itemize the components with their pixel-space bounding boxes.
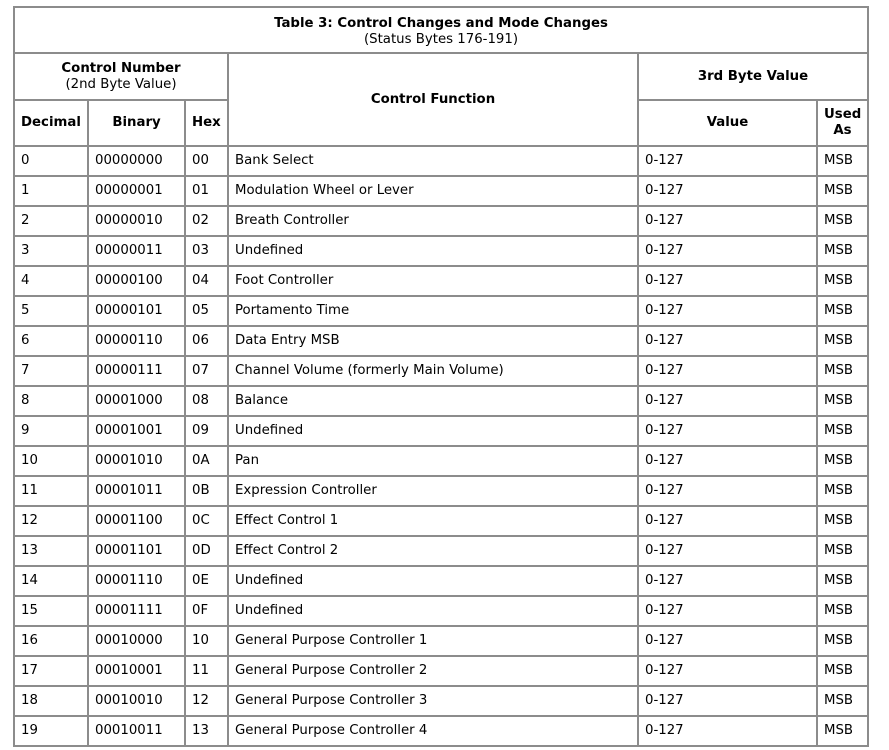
table-row	[14, 146, 868, 176]
value-cell: 0-127	[638, 716, 817, 746]
value-cell: 0-127	[638, 566, 817, 596]
decimal-cell: 2	[14, 206, 88, 236]
table-row	[14, 176, 868, 206]
value-cell: 0-127	[638, 356, 817, 386]
used-as-cell: MSB	[817, 476, 868, 506]
function-cell: General Purpose Controller 1	[228, 626, 638, 656]
table-row	[14, 566, 868, 596]
decimal-cell: 15	[14, 596, 88, 626]
function-cell: Effect Control 2	[228, 536, 638, 566]
hex-cell: 05	[185, 296, 228, 326]
control-number-header	[14, 53, 228, 100]
table-row	[14, 206, 868, 236]
decimal-cell: 9	[14, 416, 88, 446]
hex-cell: 04	[185, 266, 228, 296]
table-row	[14, 476, 868, 506]
used-as-cell: MSB	[817, 386, 868, 416]
used-as-cell: MSB	[817, 206, 868, 236]
decimal-cell: 12	[14, 506, 88, 536]
table-row	[14, 266, 868, 296]
used-as-cell: MSB	[817, 626, 868, 656]
value-column-header: Value	[638, 100, 817, 146]
value-cell: 0-127	[638, 656, 817, 686]
binary-cell: 00000001	[88, 176, 185, 206]
hex-cell: 08	[185, 386, 228, 416]
hex-cell: 0E	[185, 566, 228, 596]
used-as-cell: MSB	[817, 446, 868, 476]
table-row	[14, 596, 868, 626]
decimal-cell: 19	[14, 716, 88, 746]
binary-cell: 00000100	[88, 266, 185, 296]
value-cell: 0-127	[638, 506, 817, 536]
binary-cell: 00010000	[88, 626, 185, 656]
function-cell: Undefined	[228, 596, 638, 626]
decimal-cell: 11	[14, 476, 88, 506]
function-cell: Pan	[228, 446, 638, 476]
used-as-cell: MSB	[817, 596, 868, 626]
hex-cell: 06	[185, 326, 228, 356]
binary-cell: 00000010	[88, 206, 185, 236]
decimal-cell: 13	[14, 536, 88, 566]
binary-cell: 00001001	[88, 416, 185, 446]
hex-cell: 12	[185, 686, 228, 716]
decimal-cell: 5	[14, 296, 88, 326]
function-cell: General Purpose Controller 2	[228, 656, 638, 686]
binary-cell: 00001011	[88, 476, 185, 506]
used-as-cell: MSB	[817, 536, 868, 566]
table-row	[14, 716, 868, 746]
value-cell: 0-127	[638, 476, 817, 506]
binary-cell: 00000111	[88, 356, 185, 386]
used-as-cell: MSB	[817, 416, 868, 446]
function-cell: Undefined	[228, 416, 638, 446]
binary-cell: 00000110	[88, 326, 185, 356]
function-cell: Data Entry MSB	[228, 326, 638, 356]
value-cell: 0-127	[638, 176, 817, 206]
hex-cell: 0A	[185, 446, 228, 476]
used-as-cell: MSB	[817, 266, 868, 296]
table-row	[14, 446, 868, 476]
decimal-cell: 17	[14, 656, 88, 686]
binary-cell: 00010011	[88, 716, 185, 746]
value-cell: 0-127	[638, 596, 817, 626]
function-cell: Portamento Time	[228, 296, 638, 326]
function-cell: General Purpose Controller 4	[228, 716, 638, 746]
table-body	[14, 146, 868, 746]
hex-cell: 13	[185, 716, 228, 746]
hex-cell: 09	[185, 416, 228, 446]
control-changes-table	[13, 6, 869, 747]
function-cell: Breath Controller	[228, 206, 638, 236]
control-function-header: Control Function	[228, 53, 638, 146]
table-row	[14, 236, 868, 266]
binary-cell: 00001111	[88, 596, 185, 626]
used-as-cell: MSB	[817, 716, 868, 746]
binary-cell: 00001100	[88, 506, 185, 536]
function-cell: General Purpose Controller 3	[228, 686, 638, 716]
control-number-sublabel: (2nd Byte Value)	[65, 76, 177, 92]
table-row	[14, 656, 868, 686]
binary-column-header: Binary	[88, 100, 185, 146]
used-as-cell: MSB	[817, 236, 868, 266]
decimal-cell: 1	[14, 176, 88, 206]
decimal-cell: 3	[14, 236, 88, 266]
value-cell: 0-127	[638, 686, 817, 716]
hex-cell: 11	[185, 656, 228, 686]
decimal-column-header: Decimal	[14, 100, 88, 146]
table-title: Table 3: Control Changes and Mode Changes	[274, 15, 608, 31]
function-cell: Channel Volume (formerly Main Volume)	[228, 356, 638, 386]
used-as-column-header: Used As	[817, 100, 868, 146]
hex-cell: 07	[185, 356, 228, 386]
value-cell: 0-127	[638, 416, 817, 446]
decimal-cell: 7	[14, 356, 88, 386]
binary-cell: 00001000	[88, 386, 185, 416]
used-as-cell: MSB	[817, 686, 868, 716]
function-cell: Bank Select	[228, 146, 638, 176]
table-row	[14, 386, 868, 416]
value-cell: 0-127	[638, 536, 817, 566]
table-row	[14, 506, 868, 536]
binary-cell: 00000101	[88, 296, 185, 326]
value-cell: 0-127	[638, 626, 817, 656]
hex-cell: 0F	[185, 596, 228, 626]
decimal-cell: 0	[14, 146, 88, 176]
function-cell: Effect Control 1	[228, 506, 638, 536]
table-row	[14, 296, 868, 326]
value-cell: 0-127	[638, 146, 817, 176]
binary-cell: 00000011	[88, 236, 185, 266]
table-subtitle: (Status Bytes 176-191)	[363, 31, 519, 47]
value-cell: 0-127	[638, 326, 817, 356]
value-cell: 0-127	[638, 236, 817, 266]
function-cell: Balance	[228, 386, 638, 416]
hex-cell: 0D	[185, 536, 228, 566]
function-cell: Undefined	[228, 236, 638, 266]
table-row	[14, 686, 868, 716]
hex-cell: 0B	[185, 476, 228, 506]
function-cell: Foot Controller	[228, 266, 638, 296]
used-as-cell: MSB	[817, 656, 868, 686]
decimal-cell: 6	[14, 326, 88, 356]
hex-cell: 03	[185, 236, 228, 266]
function-cell: Undefined	[228, 566, 638, 596]
used-as-cell: MSB	[817, 356, 868, 386]
table-caption	[14, 7, 868, 53]
hex-cell: 00	[185, 146, 228, 176]
hex-cell: 0C	[185, 506, 228, 536]
value-cell: 0-127	[638, 446, 817, 476]
decimal-cell: 16	[14, 626, 88, 656]
used-as-cell: MSB	[817, 326, 868, 356]
used-as-cell: MSB	[817, 176, 868, 206]
hex-cell: 10	[185, 626, 228, 656]
hex-cell: 01	[185, 176, 228, 206]
decimal-cell: 14	[14, 566, 88, 596]
value-cell: 0-127	[638, 386, 817, 416]
binary-cell: 00010001	[88, 656, 185, 686]
table-row	[14, 326, 868, 356]
value-cell: 0-127	[638, 206, 817, 236]
third-byte-header: 3rd Byte Value	[638, 53, 868, 100]
table-row	[14, 356, 868, 386]
binary-cell: 00010010	[88, 686, 185, 716]
used-as-cell: MSB	[817, 146, 868, 176]
value-cell: 0-127	[638, 296, 817, 326]
binary-cell: 00000000	[88, 146, 185, 176]
table-row	[14, 626, 868, 656]
used-as-cell: MSB	[817, 566, 868, 596]
binary-cell: 00001010	[88, 446, 185, 476]
function-cell: Expression Controller	[228, 476, 638, 506]
binary-cell: 00001101	[88, 536, 185, 566]
decimal-cell: 4	[14, 266, 88, 296]
used-as-cell: MSB	[817, 296, 868, 326]
hex-column-header: Hex	[185, 100, 228, 146]
decimal-cell: 18	[14, 686, 88, 716]
hex-cell: 02	[185, 206, 228, 236]
table-row	[14, 416, 868, 446]
table-row	[14, 536, 868, 566]
decimal-cell: 8	[14, 386, 88, 416]
decimal-cell: 10	[14, 446, 88, 476]
function-cell: Modulation Wheel or Lever	[228, 176, 638, 206]
used-as-cell: MSB	[817, 506, 868, 536]
binary-cell: 00001110	[88, 566, 185, 596]
value-cell: 0-127	[638, 266, 817, 296]
control-number-label: Control Number	[61, 60, 181, 76]
